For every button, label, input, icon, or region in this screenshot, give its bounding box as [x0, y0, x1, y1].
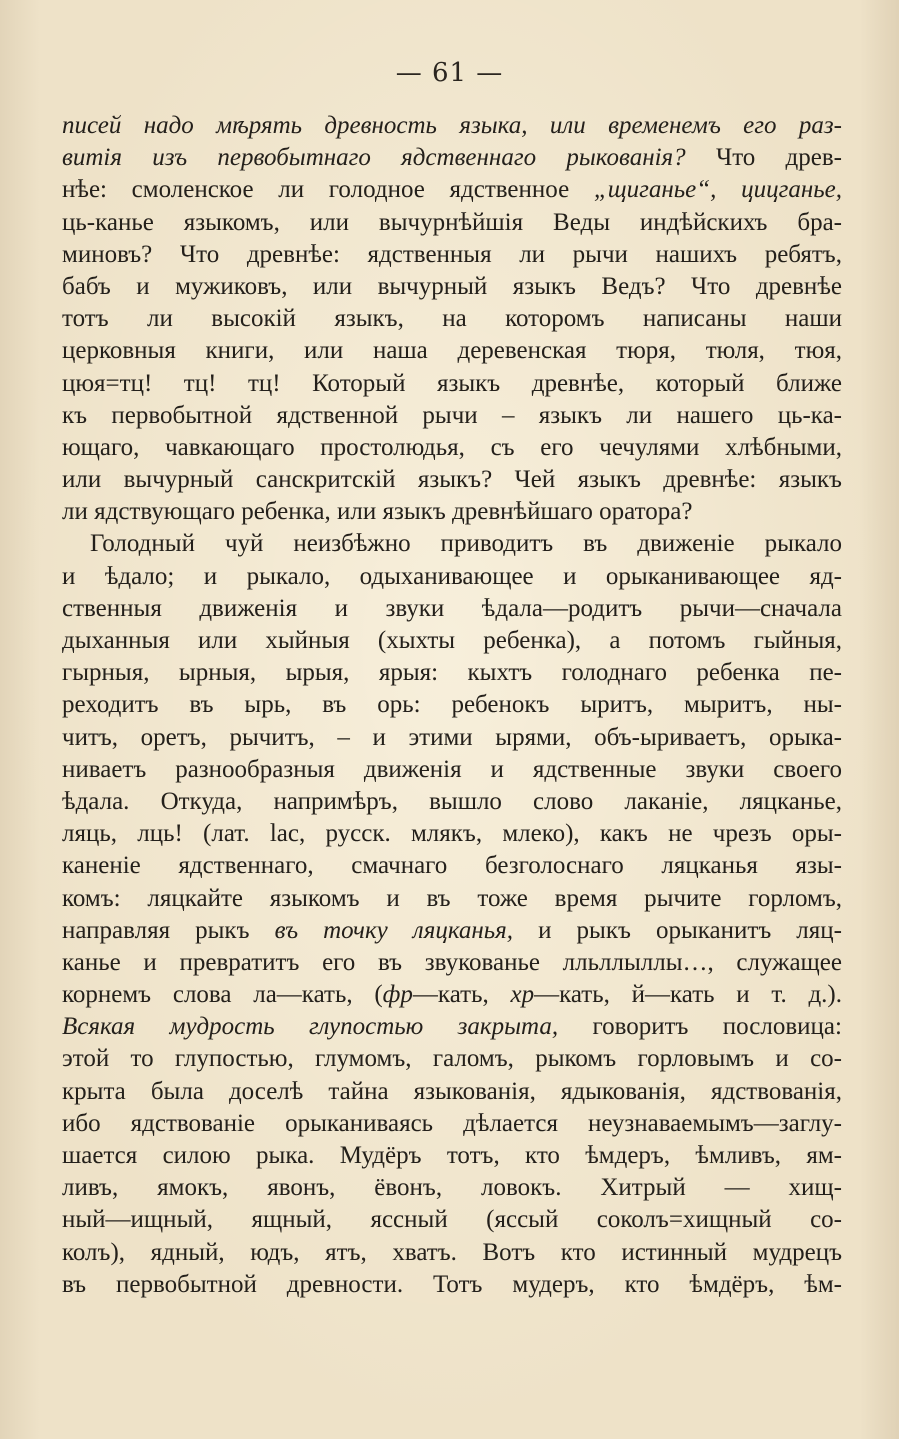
- text-line: тотъ ли высокій языкъ, на которомъ написаны наши: [62, 305, 842, 333]
- text-line: и ѣдало; и рыкало, одыханивающее и орыканивающее яд-: [62, 562, 842, 590]
- text-line: ливъ, ямокъ, явонъ, ёвонъ, ловокъ. Хитрый — хищ-: [62, 1174, 842, 1202]
- text-line: ственныя движенія и звуки ѣдала—родитъ рычи—сначала: [62, 594, 842, 622]
- text-line: ѣдала. Откуда, напримѣръ, вышло слово лаканіе, ляцканье,: [62, 787, 842, 815]
- text-line: этой то глупостью, глумомъ, галомъ, рыкомъ горловымъ и со-: [62, 1045, 842, 1073]
- text-line: крыта была доселѣ тайна языкованія, ядыкованія, ядствованія,: [62, 1077, 842, 1105]
- body-text: [62, 110, 842, 1301]
- text-line: витія изъ первобытнаго ядственнаго рыкованія? Что древ-: [62, 144, 843, 172]
- text-line: ли ядствующаго ребенка, или языкъ древнѣйшаго оратора?: [62, 498, 693, 526]
- text-line: ниваетъ разнообразныя движенія и ядственные звуки своего: [62, 755, 842, 783]
- text-line: Голодный чуй неизбѣжно приводитъ въ движеніе рыкало: [90, 530, 842, 558]
- text-line: ющаго, чавкающаго простолюдья, съ его чечулями хлѣбными,: [62, 433, 842, 461]
- text-line: ный—ищный, ящный, яссный (яссый соколъ=хищный со-: [62, 1206, 842, 1234]
- text-line: въ первобытной древности. Тотъ мудеръ, кто ѣмдёръ, ѣм-: [62, 1270, 842, 1298]
- text-line: направляя рыкъ въ точку ляцканья, и рыкъ орыканитъ ляц-: [62, 916, 842, 944]
- text-line: бабъ и мужиковъ, или вычурный языкъ Ведъ? Что древнѣе: [62, 272, 842, 300]
- text-line: корнемъ слова ла—кать, (фр—кать, хр—кать, й—кать и т. д.).: [62, 981, 842, 1009]
- text-line: реходитъ въ ырь, въ орь: ребенокъ ыритъ, мыритъ, ны-: [62, 691, 842, 719]
- text-line: колъ), ядный, юдъ, ятъ, хватъ. Вотъ кто истинный мудрецъ: [62, 1238, 842, 1266]
- text-line: цюя=тц! тц! тц! Который языкъ древнѣе, который ближе: [62, 369, 842, 397]
- text-line: читъ, оретъ, рычитъ, – и этими ырями, объ-ыриваетъ, орыка-: [62, 723, 842, 751]
- text-line: гырныя, ырныя, ырыя, ярыя: кыхтъ голоднаго ребенка пе-: [62, 659, 842, 687]
- text-line: каненіе ядственнаго, смачнаго безголоснаго ляцканья язы-: [62, 852, 842, 880]
- text-line: канье и превратитъ его въ звукованье лльллыллы…, служащее: [62, 948, 842, 976]
- text-line: писей надо мѣрять древность языка, или временемъ его раз-: [62, 112, 842, 139]
- text-line: или вычурный санскритскій языкъ? Чей языкъ древнѣе: языкъ: [62, 466, 842, 494]
- text-line: дыханныя или хыйныя (хыхты ребенка), а потомъ гыйныя,: [62, 627, 842, 654]
- text-line: шается силою рыка. Мудёръ тотъ, кто ѣмдеръ, ѣмливъ, ям-: [62, 1142, 842, 1169]
- text-line: къ первобытной ядственной рычи – языкъ ли нашего ць-ка-: [62, 401, 842, 429]
- text-line: церковныя книги, или наша деревенская тюря, тюля, тюя,: [62, 337, 842, 365]
- text-line: комъ: ляцкайте языкомъ и въ тоже время рычите горломъ,: [62, 884, 842, 912]
- text-line: миновъ? Что древнѣе: ядственныя ли рычи нашихъ ребятъ,: [62, 240, 842, 268]
- page-number: — 61 —: [395, 58, 504, 88]
- text-line: Всякая мудрость глупостью закрыта, говоритъ пословица:: [62, 1013, 842, 1041]
- text-line: ць-канье языкомъ, или вычурнѣйшія Веды индѣйскихъ бра-: [62, 208, 842, 236]
- text-line: ляць, лць! (лат. lac, русск. млякъ, млеко), какъ не чрезъ оры-: [62, 820, 842, 848]
- text-line: нѣе: смоленское ли голодное ядственное „щиганье“, цицганье,: [62, 176, 842, 204]
- text-line: ибо ядствованіе орыканиваясь дѣлается неузнаваемымъ—заглу-: [62, 1109, 842, 1137]
